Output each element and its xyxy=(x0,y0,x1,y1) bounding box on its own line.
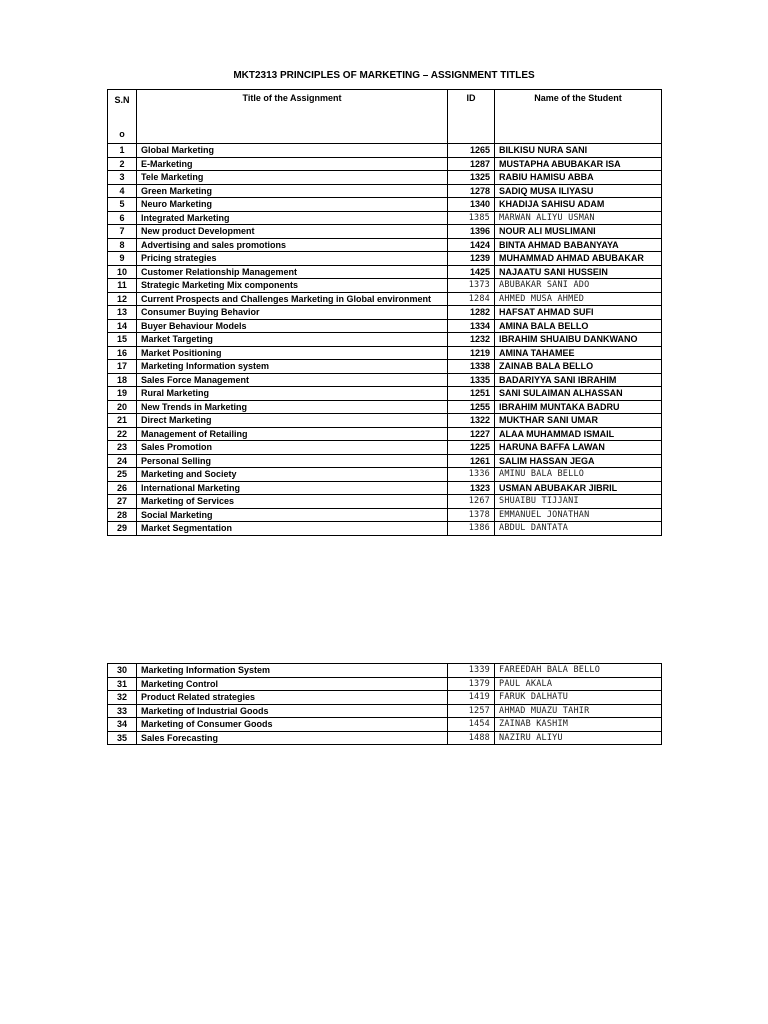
row-student-name: IBRAHIM MUNTAKA BADRU xyxy=(495,400,662,414)
row-id: 1385 xyxy=(448,211,495,225)
table-row xyxy=(108,184,662,198)
row-student-name: USMAN ABUBAKAR JIBRIL xyxy=(495,481,662,495)
row-sn: 22 xyxy=(108,427,137,441)
row-sn: 3 xyxy=(108,171,137,185)
row-student-name: BADARIYYA SANI IBRAHIM xyxy=(495,373,662,387)
row-id: 1232 xyxy=(448,333,495,347)
row-sn: 9 xyxy=(108,252,137,266)
table-body xyxy=(108,664,662,745)
row-sn: 15 xyxy=(108,333,137,347)
table-row xyxy=(108,387,662,401)
row-id: 1284 xyxy=(448,292,495,306)
row-student-name: HARUNA BAFFA LAWAN xyxy=(495,441,662,455)
table-row xyxy=(108,481,662,495)
row-title: Direct Marketing xyxy=(137,414,448,428)
table-row xyxy=(108,704,662,718)
row-student-name: NOUR ALI MUSLIMANI xyxy=(495,225,662,239)
row-student-name: HAFSAT AHMAD SUFI xyxy=(495,306,662,320)
row-sn: 25 xyxy=(108,468,137,482)
row-sn: 35 xyxy=(108,731,137,745)
row-student-name: RABIU HAMISU ABBA xyxy=(495,171,662,185)
table-row xyxy=(108,306,662,320)
row-id: 1379 xyxy=(448,677,495,691)
row-title: Neuro Marketing xyxy=(137,198,448,212)
row-id: 1322 xyxy=(448,414,495,428)
row-title: Customer Relationship Management xyxy=(137,265,448,279)
table-row xyxy=(108,238,662,252)
row-title: Sales Promotion xyxy=(137,441,448,455)
table-row xyxy=(108,360,662,374)
row-student-name: PAUL AKALA xyxy=(495,677,662,691)
row-title: Marketing Information System xyxy=(137,664,448,678)
row-id: 1339 xyxy=(448,664,495,678)
row-sn: 1 xyxy=(108,144,137,158)
row-title: New product Development xyxy=(137,225,448,239)
row-student-name: ZAINAB KASHIM xyxy=(495,718,662,732)
row-id: 1323 xyxy=(448,481,495,495)
row-sn: 14 xyxy=(108,319,137,333)
row-title: Tele Marketing xyxy=(137,171,448,185)
row-title: Strategic Marketing Mix components xyxy=(137,279,448,293)
row-id: 1265 xyxy=(448,144,495,158)
row-id: 1225 xyxy=(448,441,495,455)
row-title: Buyer Behaviour Models xyxy=(137,319,448,333)
row-student-name: MUKTHAR SANI UMAR xyxy=(495,414,662,428)
row-title: Management of Retailing xyxy=(137,427,448,441)
row-id: 1255 xyxy=(448,400,495,414)
table-row xyxy=(108,400,662,414)
table-row xyxy=(108,522,662,536)
row-id: 1267 xyxy=(448,495,495,509)
table-row xyxy=(108,718,662,732)
row-student-name: KHADIJA SAHISU ADAM xyxy=(495,198,662,212)
header-sn: S.N o xyxy=(108,90,137,144)
table-row xyxy=(108,319,662,333)
row-sn: 21 xyxy=(108,414,137,428)
row-id: 1419 xyxy=(448,691,495,705)
row-title: International Marketing xyxy=(137,481,448,495)
row-student-name: FAREEDAH BALA BELLO xyxy=(495,664,662,678)
row-student-name: MARWAN ALIYU USMAN xyxy=(495,211,662,225)
row-id: 1282 xyxy=(448,306,495,320)
row-id: 1378 xyxy=(448,508,495,522)
table-row xyxy=(108,252,662,266)
row-student-name: SALIM HASSAN JEGA xyxy=(495,454,662,468)
row-student-name: SANI SULAIMAN ALHASSAN xyxy=(495,387,662,401)
table-row xyxy=(108,454,662,468)
table-header-row xyxy=(108,90,662,144)
table-row xyxy=(108,333,662,347)
row-student-name: AMINA BALA BELLO xyxy=(495,319,662,333)
table-body xyxy=(108,144,662,536)
table-row xyxy=(108,508,662,522)
row-student-name: AHMAD MUAZU TAHIR xyxy=(495,704,662,718)
row-sn: 5 xyxy=(108,198,137,212)
row-sn: 23 xyxy=(108,441,137,455)
row-title: Pricing strategies xyxy=(137,252,448,266)
table-row xyxy=(108,677,662,691)
table-row xyxy=(108,427,662,441)
row-sn: 7 xyxy=(108,225,137,239)
row-sn: 24 xyxy=(108,454,137,468)
row-id: 1386 xyxy=(448,522,495,536)
header-name: Name of the Student xyxy=(495,90,662,144)
row-title: Marketing and Society xyxy=(137,468,448,482)
row-sn: 12 xyxy=(108,292,137,306)
table-row xyxy=(108,373,662,387)
row-title: Integrated Marketing xyxy=(137,211,448,225)
row-title: Green Marketing xyxy=(137,184,448,198)
table-row xyxy=(108,171,662,185)
row-sn: 34 xyxy=(108,718,137,732)
table-row xyxy=(108,144,662,158)
row-sn: 33 xyxy=(108,704,137,718)
table-row xyxy=(108,198,662,212)
table-row xyxy=(108,292,662,306)
table-row xyxy=(108,211,662,225)
table-row xyxy=(108,691,662,705)
row-id: 1239 xyxy=(448,252,495,266)
row-id: 1340 xyxy=(448,198,495,212)
row-student-name: SHUAIBU TIJJANI xyxy=(495,495,662,509)
header-id: ID xyxy=(448,90,495,144)
row-title: Social Marketing xyxy=(137,508,448,522)
row-student-name: ABUBAKAR SANI ADO xyxy=(495,279,662,293)
row-student-name: NAZIRU ALIYU xyxy=(495,731,662,745)
row-sn: 6 xyxy=(108,211,137,225)
row-title: E-Marketing xyxy=(137,157,448,171)
assignment-table-2 xyxy=(107,663,662,745)
row-id: 1488 xyxy=(448,731,495,745)
row-sn: 20 xyxy=(108,400,137,414)
row-title: Marketing of Consumer Goods xyxy=(137,718,448,732)
row-student-name: BINTA AHMAD BABANYAYA xyxy=(495,238,662,252)
row-student-name: MUHAMMAD AHMAD ABUBAKAR xyxy=(495,252,662,266)
row-title: Market Targeting xyxy=(137,333,448,347)
row-id: 1251 xyxy=(448,387,495,401)
row-id: 1325 xyxy=(448,171,495,185)
row-id: 1424 xyxy=(448,238,495,252)
table-row xyxy=(108,279,662,293)
row-title: Market Positioning xyxy=(137,346,448,360)
document-title: MKT2313 PRINCIPLES OF MARKETING – ASSIGNMENT TITLES xyxy=(233,70,535,81)
table-row xyxy=(108,468,662,482)
row-student-name: MUSTAPHA ABUBAKAR ISA xyxy=(495,157,662,171)
row-sn: 26 xyxy=(108,481,137,495)
row-id: 1425 xyxy=(448,265,495,279)
row-sn: 30 xyxy=(108,664,137,678)
row-student-name: IBRAHIM SHUAIBU DANKWANO xyxy=(495,333,662,347)
row-id: 1278 xyxy=(448,184,495,198)
table-row xyxy=(108,414,662,428)
row-student-name: FARUK DALHATU xyxy=(495,691,662,705)
row-sn: 13 xyxy=(108,306,137,320)
row-title: Marketing of Services xyxy=(137,495,448,509)
row-title: Consumer Buying Behavior xyxy=(137,306,448,320)
row-title: Rural Marketing xyxy=(137,387,448,401)
row-student-name: ZAINAB BALA BELLO xyxy=(495,360,662,374)
row-sn: 4 xyxy=(108,184,137,198)
row-sn: 11 xyxy=(108,279,137,293)
table-row xyxy=(108,157,662,171)
table-row xyxy=(108,225,662,239)
row-id: 1396 xyxy=(448,225,495,239)
row-title: Personal Selling xyxy=(137,454,448,468)
table-row xyxy=(108,495,662,509)
row-sn: 19 xyxy=(108,387,137,401)
row-title: Marketing Control xyxy=(137,677,448,691)
row-student-name: ABDUL DANTATA xyxy=(495,522,662,536)
row-id: 1219 xyxy=(448,346,495,360)
row-title: Global Marketing xyxy=(137,144,448,158)
row-id: 1338 xyxy=(448,360,495,374)
row-sn: 8 xyxy=(108,238,137,252)
row-student-name: SADIQ MUSA ILIYASU xyxy=(495,184,662,198)
row-id: 1257 xyxy=(448,704,495,718)
row-id: 1287 xyxy=(448,157,495,171)
row-student-name: AMINU BALA BELLO xyxy=(495,468,662,482)
row-sn: 17 xyxy=(108,360,137,374)
row-title: Marketing Information system xyxy=(137,360,448,374)
row-sn: 29 xyxy=(108,522,137,536)
row-student-name: BILKISU NURA SANI xyxy=(495,144,662,158)
row-sn: 31 xyxy=(108,677,137,691)
row-title: Current Prospects and Challenges Marketing in Global environment xyxy=(137,292,448,306)
row-id: 1373 xyxy=(448,279,495,293)
row-title: Sales Force Management xyxy=(137,373,448,387)
row-student-name: EMMANUEL JONATHAN xyxy=(495,508,662,522)
table-row xyxy=(108,265,662,279)
table-row xyxy=(108,441,662,455)
assignment-table-1 xyxy=(107,89,662,536)
row-sn: 18 xyxy=(108,373,137,387)
row-title: Sales Forecasting xyxy=(137,731,448,745)
row-id: 1261 xyxy=(448,454,495,468)
row-sn: 28 xyxy=(108,508,137,522)
row-student-name: AHMED MUSA AHMED xyxy=(495,292,662,306)
table-row xyxy=(108,731,662,745)
row-title: New Trends in Marketing xyxy=(137,400,448,414)
row-sn: 27 xyxy=(108,495,137,509)
row-id: 1335 xyxy=(448,373,495,387)
row-sn: 16 xyxy=(108,346,137,360)
row-title: Marketing of Industrial Goods xyxy=(137,704,448,718)
row-id: 1334 xyxy=(448,319,495,333)
row-sn: 32 xyxy=(108,691,137,705)
row-student-name: NAJAATU SANI HUSSEIN xyxy=(495,265,662,279)
row-student-name: ALAA MUHAMMAD ISMAIL xyxy=(495,427,662,441)
row-title: Market Segmentation xyxy=(137,522,448,536)
table-row xyxy=(108,664,662,678)
header-title: Title of the Assignment xyxy=(137,90,448,144)
row-sn: 10 xyxy=(108,265,137,279)
row-title: Advertising and sales promotions xyxy=(137,238,448,252)
row-sn: 2 xyxy=(108,157,137,171)
row-id: 1336 xyxy=(448,468,495,482)
row-id: 1227 xyxy=(448,427,495,441)
row-student-name: AMINA TAHAMEE xyxy=(495,346,662,360)
row-id: 1454 xyxy=(448,718,495,732)
row-title: Product Related strategies xyxy=(137,691,448,705)
table-row xyxy=(108,346,662,360)
